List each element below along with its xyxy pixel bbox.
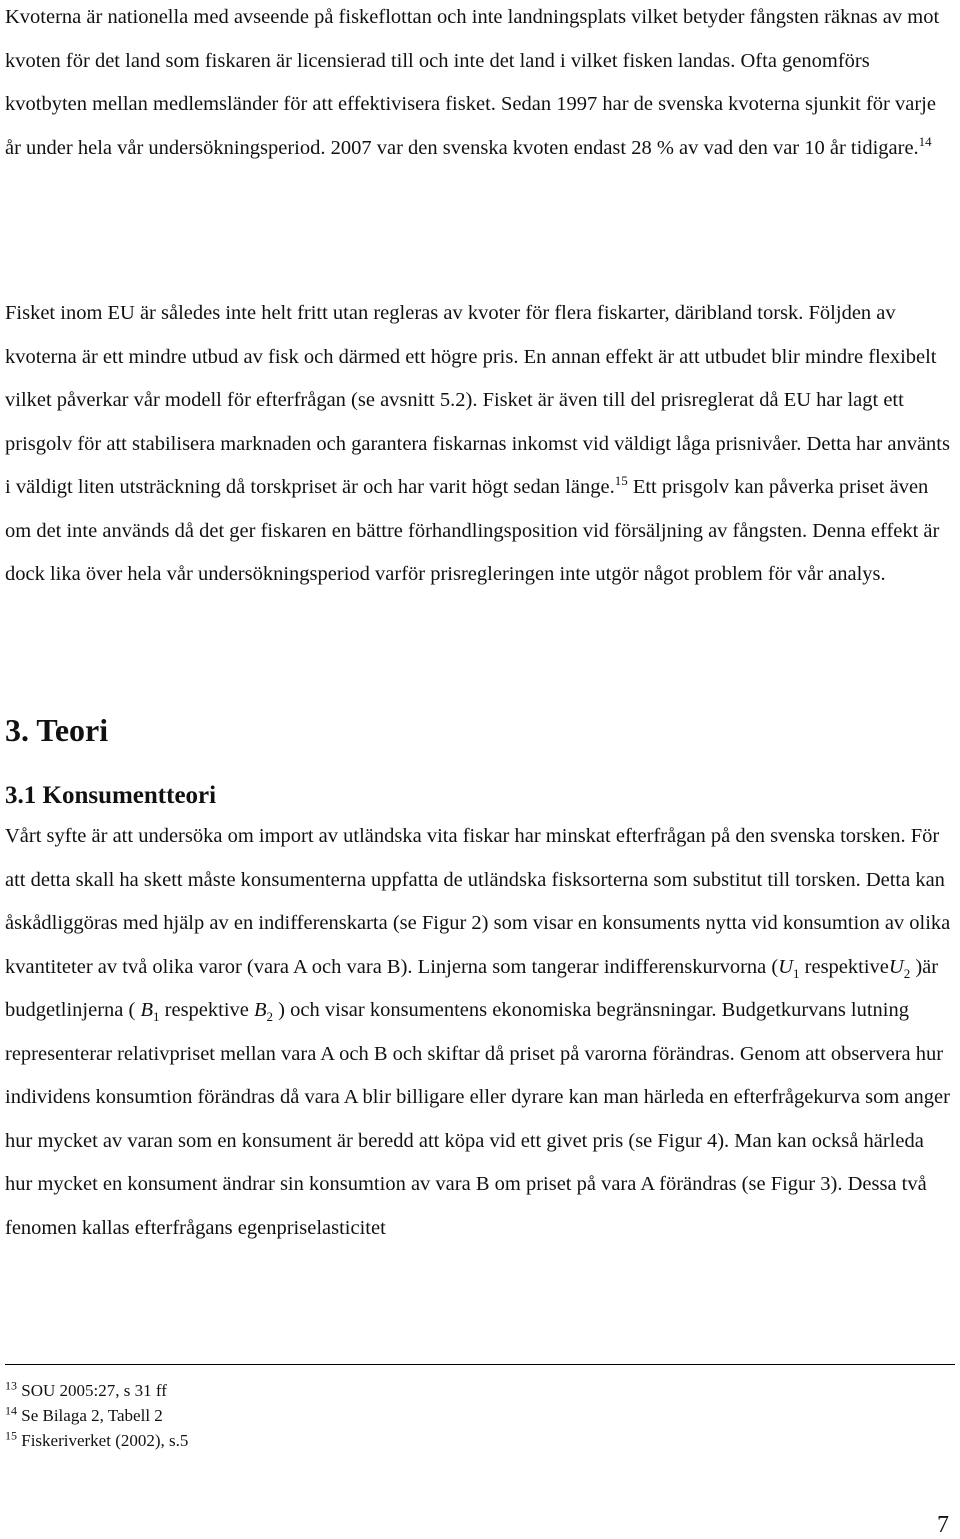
footnote-divider [5, 1364, 955, 1365]
footnote-ref-15[interactable]: 15 [614, 473, 628, 489]
symbol-u1: $U_1$ [778, 955, 800, 981]
symbol-b2: $B_2$ [254, 999, 274, 1025]
symbol-u2: $U_2$ [888, 955, 911, 981]
section-heading: 3. Teori [5, 712, 109, 748]
footnotes [5, 1378, 188, 1453]
footnote-13: $^{13}$ SOU 2005:27, s 31 ff [5, 1378, 167, 1400]
paragraph-quotas: Kvoterna är nationella med avseende på fiskeflottan och inte landningsplats vilket betyder fångsten räknas av mot kvoten för det land som fiskaren är licensierad till och inte det land i vilket fisken landas. Ofta genomförs kvotbyten mellan medlemsländer för att effektivisera fisket. Sedan 1997 har de svenska kvoterna sjunkit för varje år under hela vår undersökningsperiod. 2007 var den svenska kvoten endast 28 % av vad den var 10 år tidigare.$^{14}$ [5, 6, 940, 159]
footnote-14: $^{14}$ Se Bilaga 2, Tabell 2 [5, 1403, 163, 1425]
footnote-15: $^{15}$ Fiskeriverket (2002), s.5 [5, 1428, 189, 1450]
symbol-b1: $B_1$ [140, 999, 160, 1025]
subsection-heading: 3.1 Konsumentteori [5, 782, 217, 809]
page-number: 7 [937, 1512, 949, 1538]
paragraph-consumer-theory: Vårt syfte är att undersöka om import av utländska vita fiskar har minskat efterfrågan på den svenska torsken. För att detta skall ha skett måste konsumenterna uppfatta de utländska fisksorterna som substitut till torsken. Detta kan åskådliggöras med hjälp av en indifferenskarta (se Figur 2) som visar en konsuments nytta vid konsumtion av olika kvantiteter av två olika varor (vara A och vara B). Linjerna som tangerar indifferenskurvorna ($U_1$ respektiveU$_2$ )är budgetlinjerna ( $B_1$ respektive $B_2$ ) och visar konsumentens ekonomiska begränsningar. Budgetkurvans lutning representerar relativpriset mellan vara A och B och skiftar då priset på varorna förändras. Genom att observera hur individens konsumtion förändras då vara A blir billigare eller dyrare kan man härleda en efterfrågekurva som anger hur mycket av varan som en konsument är beredd att köpa vid ett givet pris (se Figur 4). Man kan också härleda hur mycket en konsument ändrar sin konsumtion av vara B om priset på vara A förändras (se Figur 3). Dessa två fenomen kallas efterfrågans egenpriselasticitet [5, 825, 951, 1239]
footnote-ref-14[interactable]: 14 [918, 133, 932, 149]
paragraph-eu-fishing: Fisket inom EU är således inte helt fritt utan regleras av kvoter för flera fiskarter, däribland torsk. Följden av kvoterna är ett mindre utbud av fisk och därmed ett högre pris. En annan effekt är att utbudet blir mindre flexibelt vilket påverkar vår modell för efterfrågan (se avsnitt 5.2). Fisket är även till del prisreglerat då EU har lagt ett prisgolv för att stabilisera marknaden och garantera fiskarnas inkomst vid väldigt låga prisnivåer. Detta har använts i väldigt liten utsträckning då torskpriset är och har varit högt sedan länge.$^{15}$ Ett prisgolv kan påverka priset även om det inte används då det ger fiskaren en bättre förhandlingsposition vid försäljning av fångsten. Denna effekt är dock lika över hela vår undersökningsperiod varför prisregleringen inte utgör något problem för vår analys. [5, 302, 950, 585]
